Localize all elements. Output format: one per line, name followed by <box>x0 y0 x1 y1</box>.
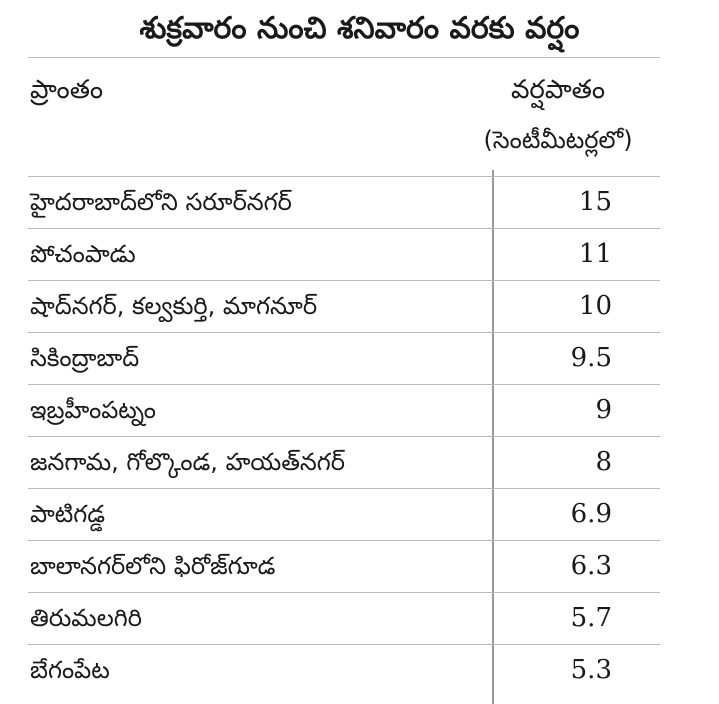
row-divider <box>28 592 660 593</box>
table-row <box>28 488 660 540</box>
rainfall-cell: 15 <box>578 187 612 217</box>
table-row <box>28 540 660 592</box>
column-header-place: ప్రాంతం <box>30 75 104 105</box>
place-cell: తిరుమలగిరి <box>30 604 142 632</box>
rainfall-cell: 9.5 <box>570 343 612 373</box>
place-cell: పోచంపాడు <box>30 240 136 268</box>
row-divider <box>28 488 660 489</box>
place-cell: షాద్‌నగర్, కల్వకుర్తి, మాగనూర్ <box>30 292 318 320</box>
rainfall-cell: 6.3 <box>570 551 612 581</box>
rainfall-cell: 6.9 <box>570 499 612 529</box>
table-row <box>28 176 660 228</box>
table-row <box>28 592 660 644</box>
rainfall-cell: 11 <box>578 239 612 269</box>
place-cell: ఇబ్రహీంపట్నం <box>30 396 156 424</box>
table-row <box>28 332 660 384</box>
table-row <box>28 384 660 436</box>
row-divider <box>28 228 660 229</box>
table-title: శుక్రవారం నుంచి శనివారం వరకు వర్షం <box>139 11 580 46</box>
rainfall-cell: 5.3 <box>570 655 612 685</box>
place-cell: జనగామ, గోల్కొండ, హయత్‌నగర్ <box>30 448 345 476</box>
table-row <box>28 280 660 332</box>
row-divider <box>28 332 660 333</box>
place-cell: హైదరాబాద్‌లోని సరూర్‌నగర్ <box>30 188 292 216</box>
rainfall-cell: 5.7 <box>570 603 612 633</box>
rainfall-cell: 8 <box>595 447 612 477</box>
row-divider <box>28 280 660 281</box>
column-header-unit: (సెంటీమీటర్లలో) <box>483 126 633 154</box>
rainfall-cell: 10 <box>578 291 612 321</box>
row-divider <box>28 384 660 385</box>
place-cell: బాలానగర్‌లోని ఫిరోజ్‌గూడ <box>30 552 276 580</box>
table-row <box>28 644 660 696</box>
row-divider <box>28 644 660 645</box>
place-cell: బేగంపేట <box>30 656 110 684</box>
table-row <box>28 228 660 280</box>
rainfall-cell: 9 <box>595 395 612 425</box>
row-divider <box>28 540 660 541</box>
row-divider <box>28 176 660 177</box>
row-divider <box>28 436 660 437</box>
place-cell: సికింద్రాబాద్ <box>30 344 140 372</box>
place-cell: పాటిగడ్డ <box>30 500 106 528</box>
column-header-rainfall: వర్షపాతం <box>510 75 606 105</box>
table-row <box>28 436 660 488</box>
title-divider <box>28 57 660 58</box>
